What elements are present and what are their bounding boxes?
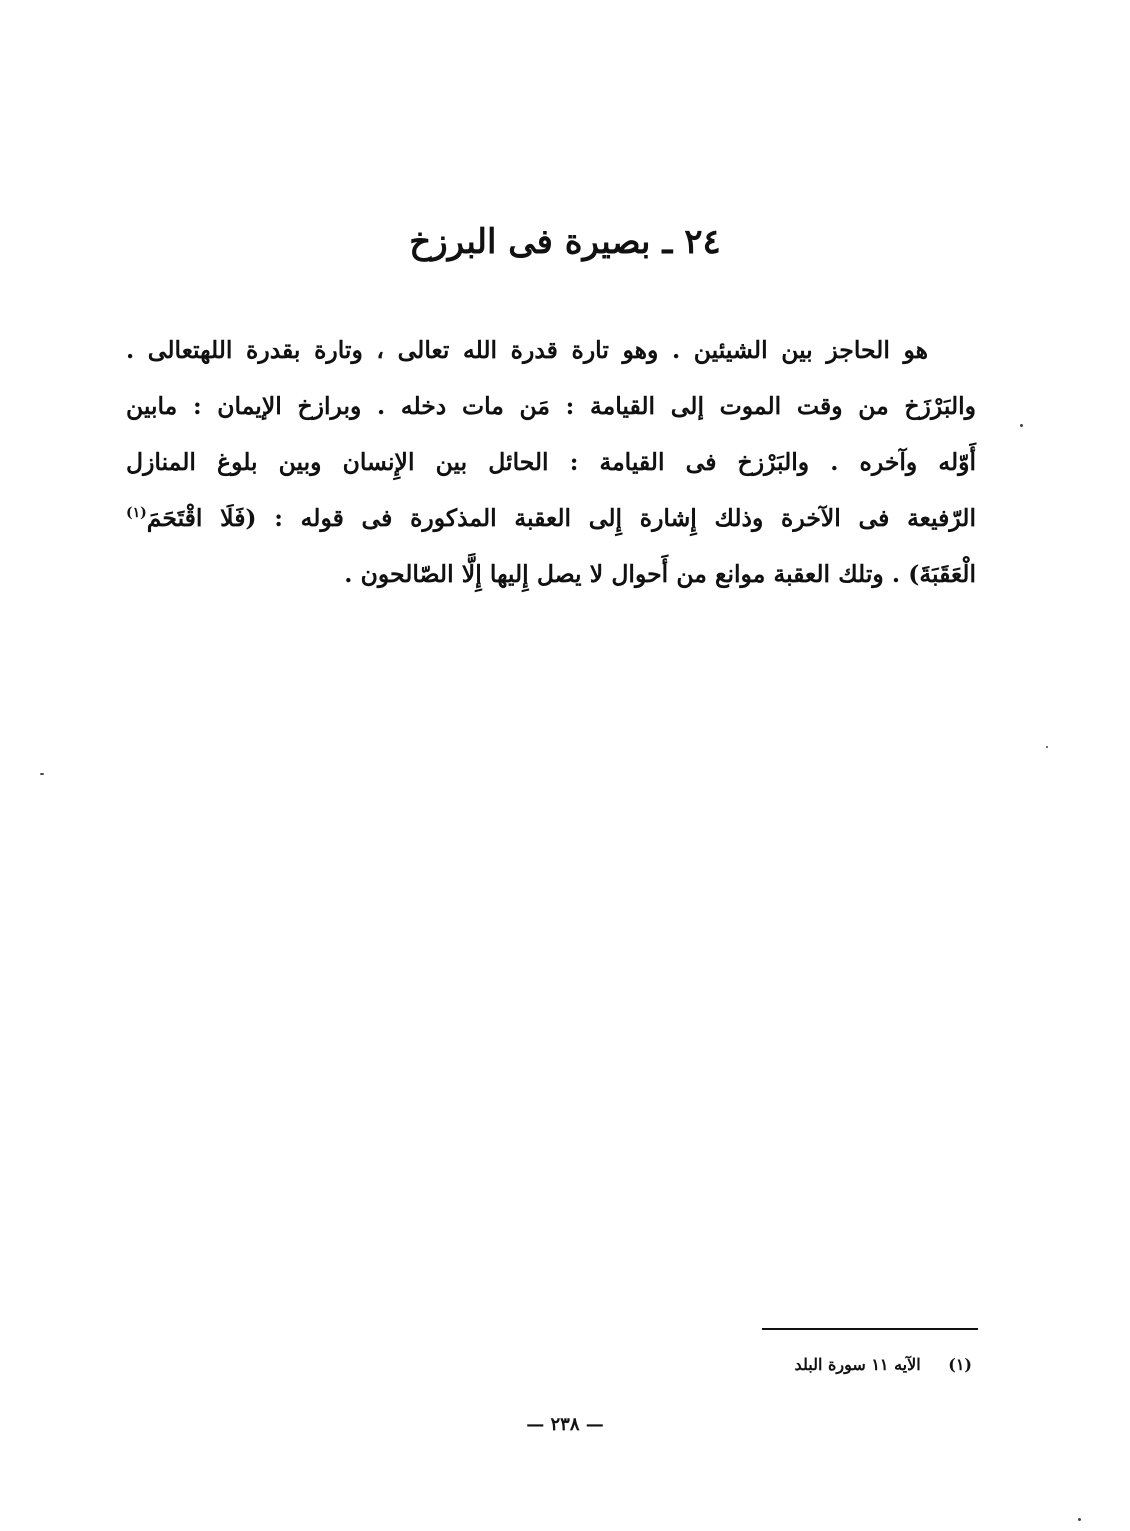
body-line-with-footnote	[126, 490, 976, 546]
footnote	[560, 1352, 972, 1378]
heading-title: بصيرة فى البرزخ	[409, 222, 651, 262]
body-line: والبَرْزَخ من وقت الموت إلى القيامة : مَن مات دخله . وبرازخ الإيمان : مابين	[126, 392, 976, 420]
body-line: هو الحاجز بين الشيئين . وهو تارة قدرة الله تعالى ، وتارة بقدرة اللهتعالى .	[126, 336, 928, 364]
body-line: الْعَقَبَةَ) . وتلك العقبة موانع من أَحوال لا يصل إِليها إِلَّا الصّالحون .	[344, 560, 976, 588]
footnote-text: الآيه ١١ سورة البلد	[794, 1355, 921, 1374]
body-line: أَوّله وآخره . والبَرْزخ فى القيامة : الحائل بين الإِنسان وبين بلوغ المنازل	[126, 448, 976, 476]
section-heading	[0, 212, 1130, 272]
page-number: — ٢٣٨ —	[526, 1414, 604, 1435]
scan-speck	[1020, 424, 1023, 427]
footnote-separator	[762, 1328, 978, 1330]
scan-speck	[1078, 1518, 1081, 1521]
scan-speck	[40, 773, 44, 775]
body-paragraph	[126, 322, 976, 602]
scan-speck	[1046, 746, 1048, 748]
heading-dash: ـ	[662, 222, 673, 262]
heading-number: ٢٤	[684, 222, 721, 262]
body-line-text: الرّفيعة فى الآخرة وذلك إِشارة إِلى العقبة المذكورة فى قوله : (فَلَا اقْتَحَمَ	[146, 504, 976, 532]
footnote-number: (١)	[948, 1355, 972, 1374]
footnote-reference: (١)	[126, 505, 147, 522]
